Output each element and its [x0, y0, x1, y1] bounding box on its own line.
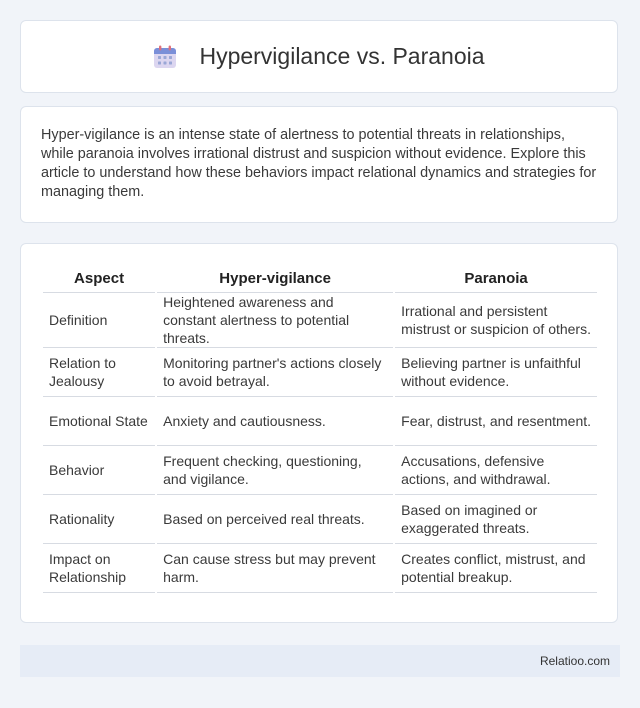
row-aspect: Emotional State: [43, 397, 155, 446]
calendar-icon: [153, 45, 177, 69]
header-aspect: Aspect: [43, 264, 155, 293]
row-aspect: Rationality: [43, 495, 155, 544]
row-paranoia: Based on imagined or exaggerated threats.: [395, 495, 597, 544]
title-wrap: [153, 43, 484, 70]
table-row: [43, 544, 597, 593]
table-row: [43, 348, 597, 397]
header-hyper-vigilance: Hyper-vigilance: [157, 264, 393, 293]
row-aspect: Behavior: [43, 446, 155, 495]
row-aspect: Definition: [43, 293, 155, 348]
row-aspect: Impact on Relationship: [43, 544, 155, 593]
row-paranoia: Believing partner is unfaithful without evidence.: [395, 348, 597, 397]
row-hyper-vigilance: Can cause stress but may prevent harm.: [157, 544, 393, 593]
comparison-table: [41, 264, 599, 593]
table-row: [43, 293, 597, 348]
table-row: [43, 495, 597, 544]
header-paranoia: Paranoia: [395, 264, 597, 293]
page-title: Hypervigilance vs. Paranoia: [199, 43, 485, 69]
row-hyper-vigilance: Frequent checking, questioning, and vigilance.: [157, 446, 393, 495]
table-row: [43, 446, 597, 495]
row-hyper-vigilance: Heightened awareness and constant alertness to potential threats.: [157, 293, 393, 348]
row-aspect: Relation to Jealousy: [43, 348, 155, 397]
intro-paragraph: Hyper-vigilance is an intense state of alertness to potential threats in relationships, while paranoia involves irrational distrust and suspicion without evidence. Explore this article to understand how these behaviors impact relational dynamics and strategies for managing them.: [41, 127, 597, 200]
table-card: [20, 243, 618, 623]
row-hyper-vigilance: Based on perceived real threats.: [157, 495, 393, 544]
table-row: [43, 397, 597, 446]
footer: [20, 645, 620, 677]
intro-card: [20, 106, 618, 223]
row-paranoia: Irrational and persistent mistrust or suspicion of others.: [395, 293, 597, 348]
row-paranoia: Fear, distrust, and resentment.: [395, 397, 597, 446]
title-card: [20, 20, 618, 93]
row-paranoia: Creates conflict, mistrust, and potential breakup.: [395, 544, 597, 593]
table-header-row: [43, 264, 597, 293]
row-hyper-vigilance: Anxiety and cautiousness.: [157, 397, 393, 446]
row-paranoia: Accusations, defensive actions, and withdrawal.: [395, 446, 597, 495]
row-hyper-vigilance: Monitoring partner's actions closely to avoid betrayal.: [157, 348, 393, 397]
footer-site-name: Relatioo.com: [539, 654, 610, 668]
